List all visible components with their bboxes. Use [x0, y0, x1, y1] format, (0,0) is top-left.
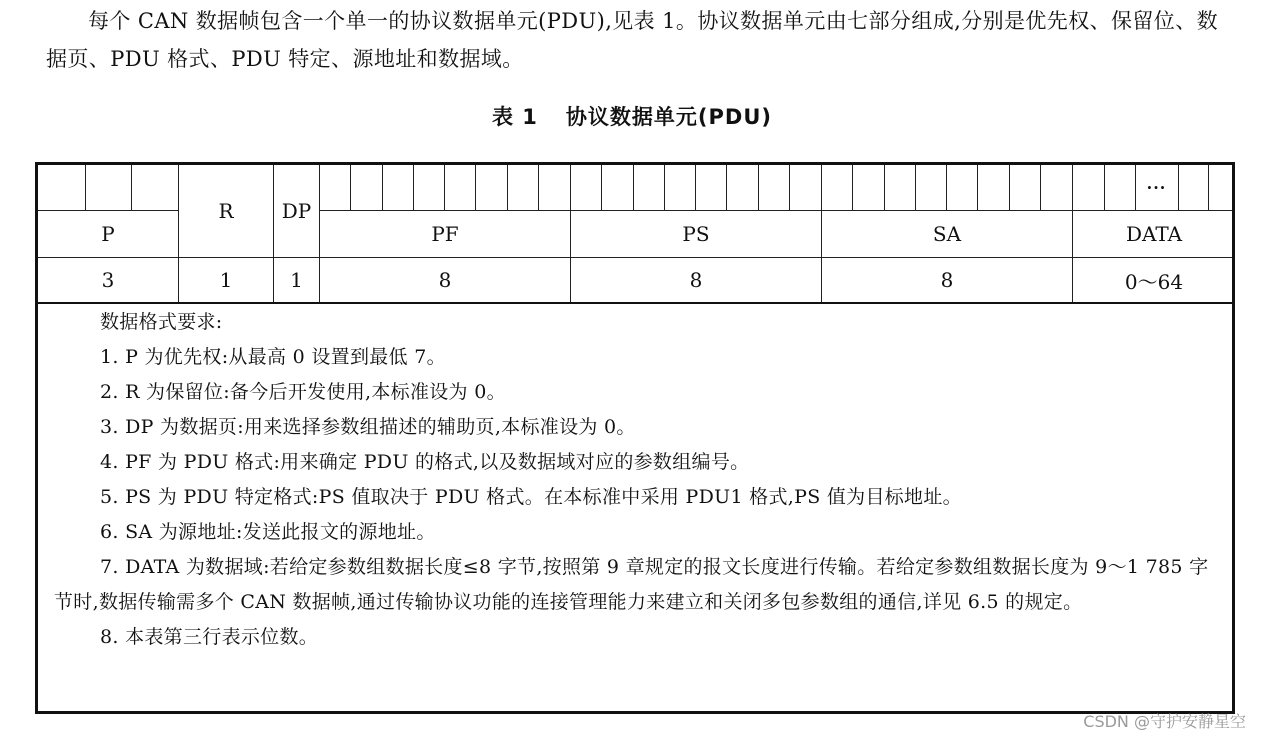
note-item: 4. PF 为 PDU 格式:用来确定 PDU 的格式,以及数据域对应的参数组编号。 — [100, 451, 750, 473]
bit-tick — [1104, 165, 1105, 210]
bit-tick — [758, 165, 759, 210]
bit-tick — [695, 165, 696, 210]
note-item: 3. DP 为数据页:用来选择参数组描述的辅助页,本标准设为 0。 — [100, 416, 636, 438]
table-caption — [0, 101, 1264, 131]
bit-tick — [413, 165, 414, 210]
table-number: 表 1 — [491, 105, 538, 129]
note-item: 2. R 为保留位:备今后开发使用,本标准设为 0。 — [100, 381, 506, 403]
header-sa: SA — [932, 222, 962, 246]
bit-tick — [382, 165, 383, 210]
pdu-table — [35, 162, 1235, 714]
note-item-7: 7. DATA 为数据域:若给定参数组数据长度≤8 字节,按照第 9 章规定的报文长度进行传输。若给定参数组数据长度为 9～1 785 字节时,数据传输需多个 CAN 数据帧,通过传输协议功能的连接管理能力来建立和关闭多包参数组的通信,详见 6.5 的规定。 — [54, 556, 1209, 613]
bit-tick — [664, 165, 665, 210]
bit-tick — [601, 165, 602, 210]
header-p: P — [101, 222, 115, 246]
note-item: 6. SA 为源地址:发送此报文的源地址。 — [100, 521, 436, 543]
bit-tick — [1208, 165, 1209, 210]
bits-r: 1 — [219, 268, 233, 292]
bit-tick — [789, 165, 790, 210]
header-dp: DP — [281, 199, 312, 223]
header-pf: PF — [431, 222, 459, 246]
note-item: 1. P 为优先权:从最高 0 设置到最低 7。 — [100, 346, 446, 368]
bit-tick — [131, 165, 132, 210]
bit-tick — [977, 165, 978, 210]
header-r: R — [218, 199, 234, 223]
intro-line-1: 每个 CAN 数据帧包含一个单一的协议数据单元(PDU),见表 1。协议数据单元由七部分组成,分 — [88, 9, 983, 33]
bit-tick — [475, 165, 476, 210]
bit-tick — [350, 165, 351, 210]
bit-tick — [884, 165, 885, 210]
bit-tick — [852, 165, 853, 210]
row-line — [38, 302, 1232, 304]
bit-tick — [507, 165, 508, 210]
bits-p: 3 — [101, 268, 115, 292]
bit-tick — [444, 165, 445, 210]
bit-tick — [633, 165, 634, 210]
bits-ps: 8 — [689, 268, 703, 292]
bit-tick — [538, 165, 539, 210]
header-ps: PS — [682, 222, 710, 246]
bits-data: 0～64 — [1124, 269, 1184, 294]
note-item: 5. PS 为 PDU 特定格式:PS 值取决于 PDU 格式。在本标准中采用 PDU1 格式,PS 值为目标地址。 — [100, 486, 962, 508]
bits-pf: 8 — [438, 268, 452, 292]
bit-tick — [1040, 165, 1041, 210]
note-item-8: 8. 本表第三行表示位数。 — [100, 626, 319, 648]
bit-tick — [915, 165, 916, 210]
intro-paragraph — [46, 2, 1236, 78]
bit-tick — [726, 165, 727, 210]
watermark: CSDN @守护安静星空 — [1083, 712, 1246, 731]
bit-tick — [85, 165, 86, 210]
bit-tick — [1178, 165, 1179, 210]
bits-dp: 1 — [290, 268, 303, 292]
notes-section — [54, 305, 1218, 655]
bits-sa: 8 — [940, 268, 954, 292]
bit-tick — [1009, 165, 1010, 210]
notes-heading: 数据格式要求: — [100, 311, 223, 333]
table-title: 协议数据单元(PDU) — [565, 105, 772, 129]
header-data: DATA — [1125, 222, 1183, 246]
bit-tick — [946, 165, 947, 210]
intro-line-2: 别是优先权、保留位、数据页、PDU 格式、PDU 特定、源地址和数据域。 — [46, 9, 1218, 71]
data-ellipsis: ··· — [1146, 178, 1167, 197]
